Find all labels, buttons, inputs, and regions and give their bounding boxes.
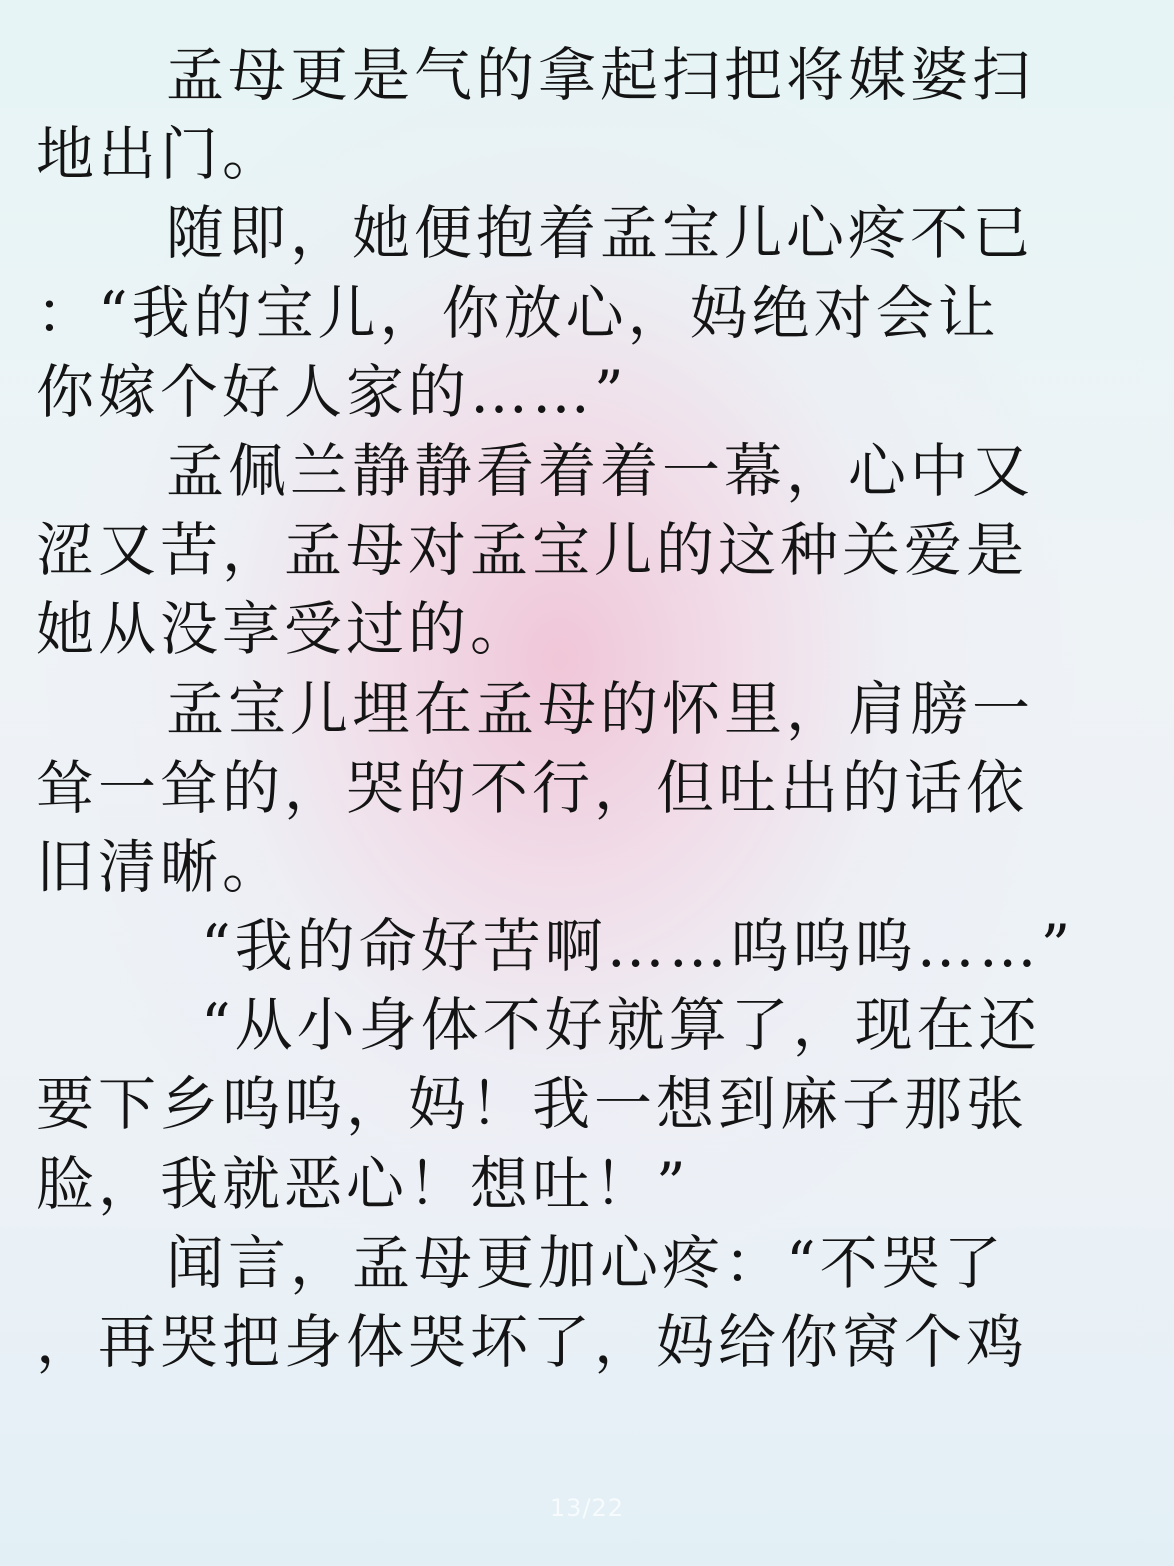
text-line: 随即，她便抱着孟宝儿心疼不已 — [166, 199, 1035, 268]
text-line: ：“我的宝儿，你放心，妈绝对会让 — [36, 278, 1000, 347]
text-line: “从小身体不好就算了，现在还 — [201, 991, 1041, 1060]
text-line: 涩又苦，孟母对孟宝儿的这种关爱是 — [36, 516, 1029, 585]
text-line: 孟佩兰静静看着着一幕，心中又 — [166, 436, 1035, 505]
page-indicator: 13/22 — [549, 1494, 625, 1522]
text-line: 地出门。 — [36, 120, 285, 189]
text-line: 孟宝儿埋在孟母的怀里，肩膀一 — [166, 674, 1035, 743]
text-line: 要下乡呜呜，妈！我一想到麻子那张 — [36, 1070, 1029, 1139]
text-line: 耸一耸的，哭的不行，但吐出的话依 — [36, 753, 1029, 822]
text-line: 她从没享受过的。 — [36, 595, 533, 664]
text-line: 脸，我就恶心！想吐！” — [36, 1149, 690, 1218]
text-line: 你嫁个好人家的……” — [36, 357, 628, 426]
story-text — [36, 36, 1140, 1382]
text-line: “我的命好苦啊……呜呜呜……” — [201, 912, 1075, 981]
text-line: ，再哭把身体哭坏了，妈给你窝个鸡 — [36, 1308, 1029, 1376]
text-line: 闻言，孟母更加心疼：“不哭了 — [166, 1228, 1006, 1297]
text-line: 旧清晰。 — [36, 832, 285, 901]
text-line: 孟母更是气的拿起扫把将媒婆扫 — [166, 41, 1035, 109]
